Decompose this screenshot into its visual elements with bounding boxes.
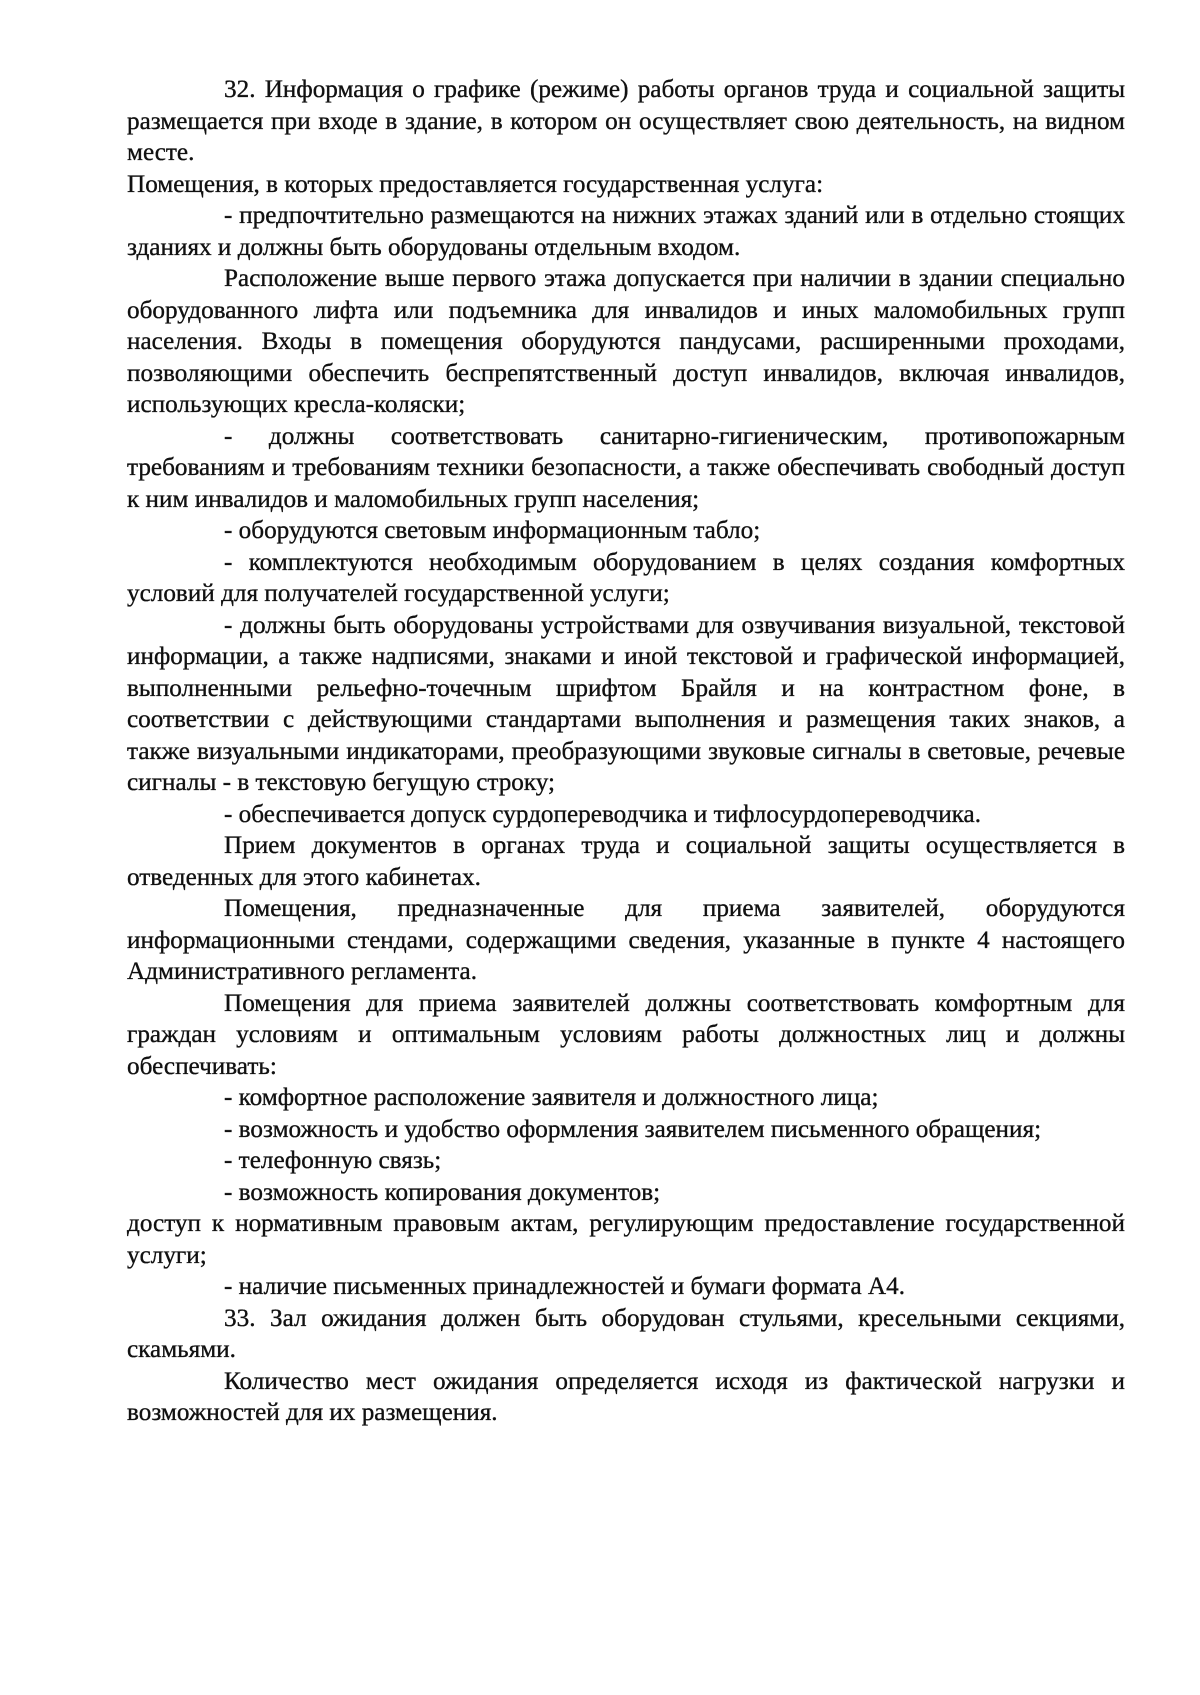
paragraph-32-schedule-info: 32. Информация о графике (режиме) работы органов труда и социальной защиты размещается при входе в здание, в котором он осуществляет свою деятельность, на видном месте.: [127, 76, 1125, 166]
list-item-stationery: - наличие письменных принадлежностей и бумаги формата А4.: [224, 1273, 906, 1300]
paragraph-light-board: - оборудуются световым информационным табло;: [224, 517, 761, 544]
paragraph-sanitary-requirements: - должны соответствовать санитарно-гигиеническим, противопожарным требованиям и требованиям техники безопасности, а также обеспечивать свободный доступ к ним инвалидов и маломобильных групп населения;: [127, 422, 1125, 513]
paragraph-premises-intro: Помещения, в которых предоставляется государственная услуга:: [127, 170, 824, 198]
paragraph-braille-devices: - должны быть оборудованы устройствами для озвучивания визуальной, текстовой информации, а также надписями, знаками и иной текстовой и графической информацией, выполненными рельефно-точечным шрифтом Брайля и на контрастном фоне, в соответствии с действующими стандартами выполнения и размещения таких знаков, а также визуальными индикаторами, преобразующими звуковые сигналы в световые, речевые сигналы - в текстовую бегущую строку;: [127, 611, 1125, 796]
paragraph-info-stands: Помещения, предназначенные для приема заявителей, оборудуются информационными стендами, содержащими сведения, указанные в пункте 4 настоящего Административного регламента.: [127, 895, 1125, 985]
paragraph-document-reception: Прием документов в органах труда и социальной защиты осуществляется в отведенных для этого кабинетах.: [127, 832, 1125, 891]
paragraph-lower-floors: - предпочтительно размещаются на нижних этажах зданий или в отдельно стоящих зданиях и должны быть оборудованы отдельным входом.: [127, 202, 1125, 261]
list-item-telephone: - телефонную связь;: [224, 1147, 442, 1174]
document-body: [127, 74, 1125, 1429]
paragraph-33-waiting-hall: 33. Зал ожидания должен быть оборудован стульями, кресельными секциями, скамьями.: [127, 1304, 1125, 1363]
list-item-copying: - возможность копирования документов;: [224, 1178, 661, 1206]
paragraph-comfort-conditions: Помещения для приема заявителей должны соответствовать комфортным для граждан условиям и оптимальным условиям работы должностных лиц и должны обеспечивать:: [127, 989, 1125, 1080]
paragraph-equipment: - комплектуются необходимым оборудованием в целях создания комфортных условий для получателей государственной услуги;: [127, 548, 1125, 607]
paragraph-waiting-seats: Количество мест ожидания определяется исходя из фактической нагрузки и возможностей для их размещения.: [127, 1367, 1125, 1426]
list-item-comfortable-placement: - комфортное расположение заявителя и должностного лица;: [224, 1084, 879, 1111]
paragraph-sign-interpreter: - обеспечивается допуск сурдопереводчика и тифлосурдопереводчика.: [224, 800, 982, 828]
paragraph-upper-floor-access: Расположение выше первого этажа допускается при наличии в здании специально оборудованного лифта или подъемника для инвалидов и иных маломобильных групп населения. Входы в помещения оборудуются пандусами, расширенными проходами, позволяющими обеспечить беспрепятственный доступ инвалидов, включая инвалидов, использующих кресла-коляски;: [127, 265, 1125, 418]
list-item-legal-access: доступ к нормативным правовым актам, регулирующим предоставление государственной услуги;: [127, 1210, 1125, 1269]
list-item-written-appeal: - возможность и удобство оформления заявителем письменного обращения;: [224, 1115, 1042, 1143]
